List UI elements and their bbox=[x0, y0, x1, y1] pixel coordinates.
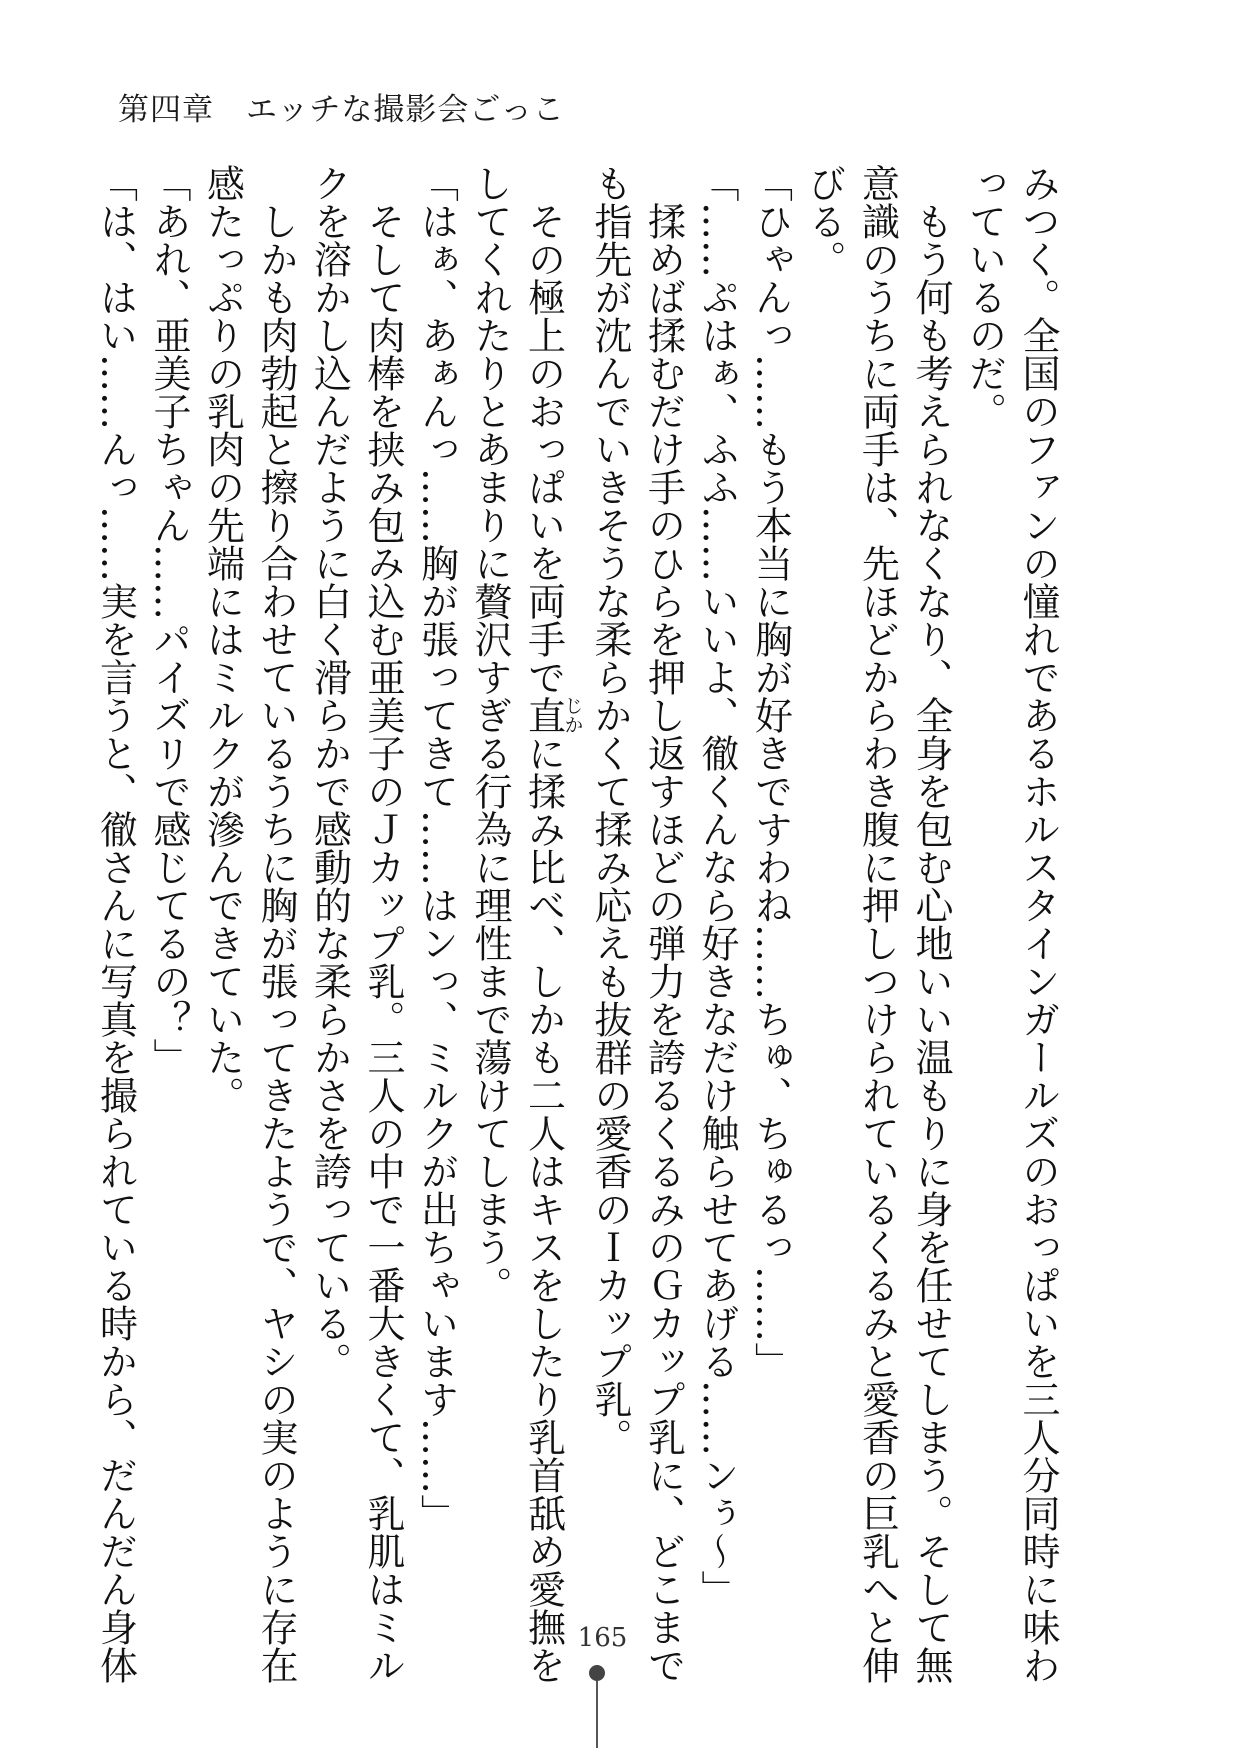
text-line: 「あれ、亜美子ちゃん……パイズリで感じてるの？」 bbox=[147, 164, 191, 1076]
folio-line-ornament bbox=[596, 1681, 598, 1748]
text-line: しかも肉勃起と擦り合わせているうちに胸が張ってきたようで、ヤシの実のように存在 bbox=[254, 164, 298, 1684]
text-line-with-ruby bbox=[516, 164, 584, 1684]
text-line: 「はぁ、あぁんっ……胸が張ってきて……はンっ、ミルクが出ちゃいます……」 bbox=[414, 164, 459, 1532]
text-line: も指先が沈んでいきそうな柔らかくて揉み応えも抜群の愛香のＩカップ乳。 bbox=[588, 164, 632, 1456]
text-line: 「ひゃんっ……もう本当に胸が好きですわね……ちゅ、ちゅるっ……」 bbox=[748, 164, 793, 1380]
text-line: びる。 bbox=[802, 164, 846, 278]
ruby-base: 直 bbox=[521, 696, 566, 734]
text-line: もう何も考えられなくなり、全身を包む心地いい温もりに身を任せてしまう。そして無 bbox=[909, 164, 953, 1684]
text-segment: に揉み比べ、しかも二人はキスをしたり乳首舐め愛撫を bbox=[521, 734, 566, 1684]
text-line: みつく。全国のファンの憧れであるホルスタインガールズのおっぱいを三人分同時に味わ bbox=[1016, 164, 1060, 1684]
text-line: 「は、はい……んっ……実を言うと、徹さんに写真を撮られている時から、だんだん身体 bbox=[93, 164, 138, 1684]
text-segment: その極上のおっぱいを両手で bbox=[521, 164, 566, 696]
text-line: 意識のうちに両手は、先ほどからわき腹に押しつけられているくるみと愛香の巨乳へと伸 bbox=[855, 164, 900, 1684]
ruby-reading: じか bbox=[561, 696, 584, 734]
text-line: っているのだ。 bbox=[962, 164, 1007, 430]
text-line: してくれたりとあまりに贅沢すぎる行為に理性まで蕩けてしまう。 bbox=[468, 164, 512, 1304]
folio-dot-ornament bbox=[589, 1665, 605, 1681]
running-head-title: 第四章 エッチな撮影会ごっこ bbox=[118, 92, 565, 128]
text-line: そして肉棒を挟み包み込む亜美子のＪカップ乳。三人の中で一番大きくて、乳肌はミル bbox=[361, 164, 405, 1684]
text-line: 感たっぷりの乳肉の先端にはミルクが滲んできていた。 bbox=[200, 164, 245, 1114]
page-number: 165 bbox=[577, 1623, 628, 1653]
text-line: 揉めば揉むだけ手のひらを押し返すほどの弾力を誇るくるみのＧカップ乳に、どこまで bbox=[641, 164, 686, 1684]
text-line: クを溶かし込んだように白く滑らかで感動的な柔らかさを誇っている。 bbox=[307, 164, 352, 1380]
text-line: 「……ぷはぁ、ふふ……いいよ、徹くんなら好きなだけ触らせてあげる……ンぅ〜」 bbox=[695, 164, 739, 1608]
ruby-annotation bbox=[521, 696, 584, 734]
